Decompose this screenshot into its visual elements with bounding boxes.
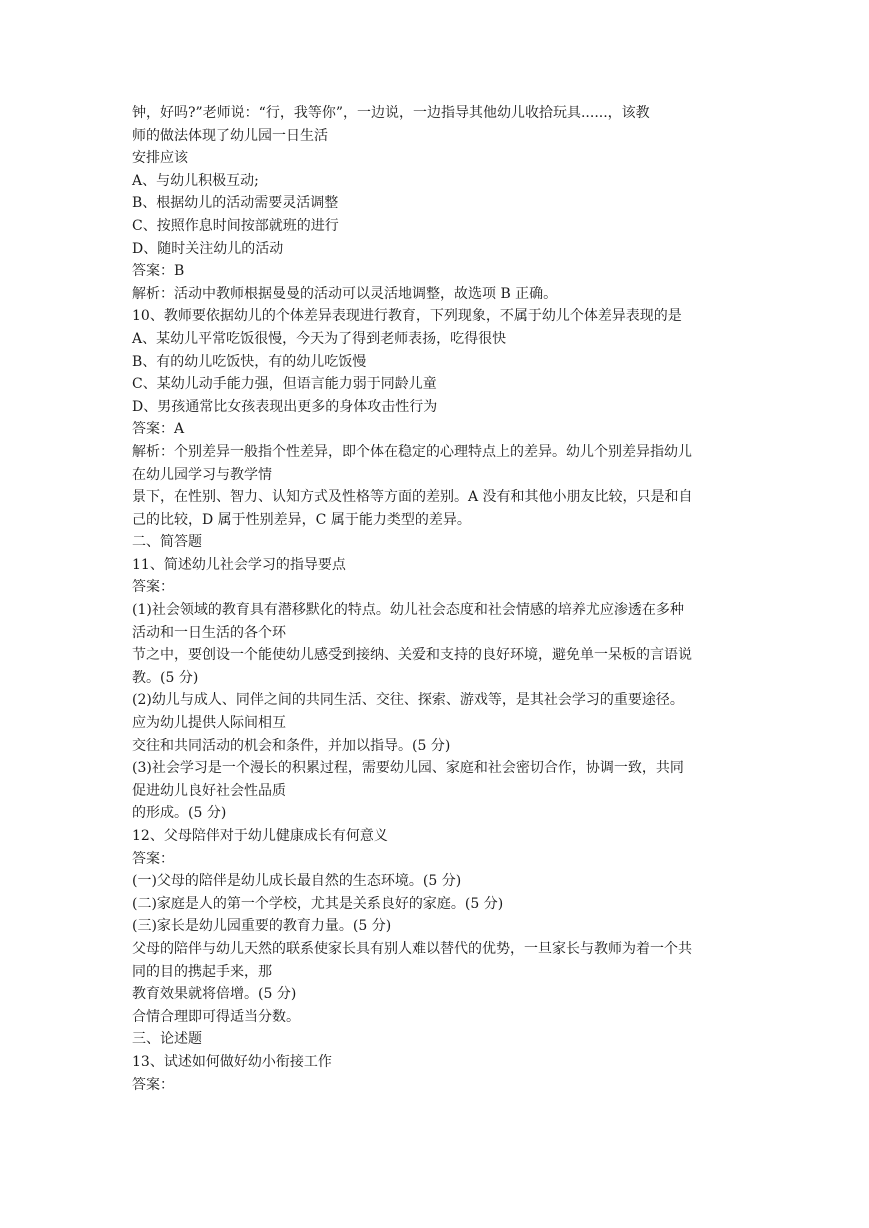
text-line: (一)父母的陪伴是幼儿成长最自然的生态环境。(5 分) (132, 873, 462, 890)
document-body (132, 102, 742, 1096)
text-line: 己的比较，D 属于性别差异，C 属于能力类型的差异。 (132, 511, 471, 528)
text-line: 答案： (132, 579, 174, 596)
text-line: 答案： (132, 1076, 174, 1093)
text-line: 答案： (132, 850, 174, 867)
text-line: 三、论述题 (132, 1031, 202, 1048)
text-line: 活动和一日生活的各个环 (132, 624, 286, 641)
text-line: 同的目的携起手来，那 (132, 963, 272, 980)
text-line: 合情合理即可得适当分数。 (132, 1008, 300, 1025)
text-line: 解析：个别差异一般指个性差异，即个体在稳定的心理特点上的差异。幼儿个别差异指幼儿 (132, 443, 692, 460)
text-line: A、与幼儿积极互动; (132, 172, 259, 189)
text-line: 答案：A (132, 421, 185, 438)
text-line: (2)幼儿与成人、同伴之间的共同生活、交往、探索、游戏等，是其社会学习的重要途径。 (132, 692, 684, 709)
text-line: 促进幼儿良好社会性品质 (132, 782, 286, 799)
text-line: (3)社会学习是一个漫长的积累过程，需要幼儿园、家庭和社会密切合作，协调一致，共同 (132, 760, 684, 777)
text-line: 教。(5 分) (132, 669, 199, 686)
text-line: 钟，好吗?”老师说：“行，我等你”，一边说，一边指导其他幼儿收拾玩具......，该教 (132, 105, 650, 121)
text-line: C、某幼儿动手能力强，但语言能力弱于同龄儿童 (132, 376, 437, 393)
text-line: 的形成。(5 分) (132, 805, 227, 822)
text-line: 二、简答题 (132, 534, 202, 551)
text-line: (二)家庭是人的第一个学校，尤其是关系良好的家庭。(5 分) (132, 895, 504, 912)
text-line: A、某幼儿平常吃饭很慢，今天为了得到老师表扬，吃得很快 (132, 330, 507, 347)
text-line: D、男孩通常比女孩表现出更多的身体攻击性行为 (132, 398, 438, 415)
text-line: 景下，在性别、智力、认知方式及性格等方面的差别。A 没有和其他小朋友比较，只是和自 (132, 489, 693, 506)
text-line: C、按照作息时间按部就班的进行 (132, 217, 339, 234)
text-line: 在幼儿园学习与教学情 (132, 466, 272, 483)
text-line: 应为幼儿提供人际间相互 (132, 715, 286, 732)
text-line: 10、教师要依据幼儿的个体差异表现进行教育，下列现象，不属于幼儿个体差异表现的是 (132, 308, 682, 325)
text-line: 11、简述幼儿社会学习的指导要点 (132, 556, 346, 573)
text-line: B、有的幼儿吃饭快，有的幼儿吃饭慢 (132, 353, 367, 370)
text-line: 13、试述如何做好幼小衔接工作 (132, 1053, 332, 1070)
text-line: 教育效果就将倍增。(5 分) (132, 986, 297, 1003)
text-line: 师的做法体现了幼儿园一日生活 (132, 127, 328, 144)
text-line: 节之中，要创设一个能使幼儿感受到接纳、关爱和支持的良好环境，避免单一呆板的言语说 (132, 647, 692, 664)
text-line: 父母的陪伴与幼儿天然的联系使家长具有别人难以替代的优势，一旦家长与教师为着一个共 (132, 940, 692, 957)
text-line: (三)家长是幼儿园重要的教育力量。(5 分) (132, 918, 392, 935)
text-line: B、根据幼儿的活动需要灵活调整 (132, 195, 339, 212)
text-line: 安排应该 (132, 150, 188, 167)
text-line: 12、父母陪伴对于幼儿健康成长有何意义 (132, 828, 388, 844)
text-line: 交往和共同活动的机会和条件，并加以指导。(5 分) (132, 737, 451, 754)
text-line: (1)社会领域的教育具有潜移默化的特点。幼儿社会态度和社会情感的培养尤应渗透在多种 (132, 602, 684, 619)
text-line: 解析：活动中教师根据曼曼的活动可以灵活地调整，故选项 B 正确。 (132, 285, 558, 302)
text-line: D、随时关注幼儿的活动 (132, 240, 284, 257)
text-line: 答案：B (132, 263, 185, 280)
